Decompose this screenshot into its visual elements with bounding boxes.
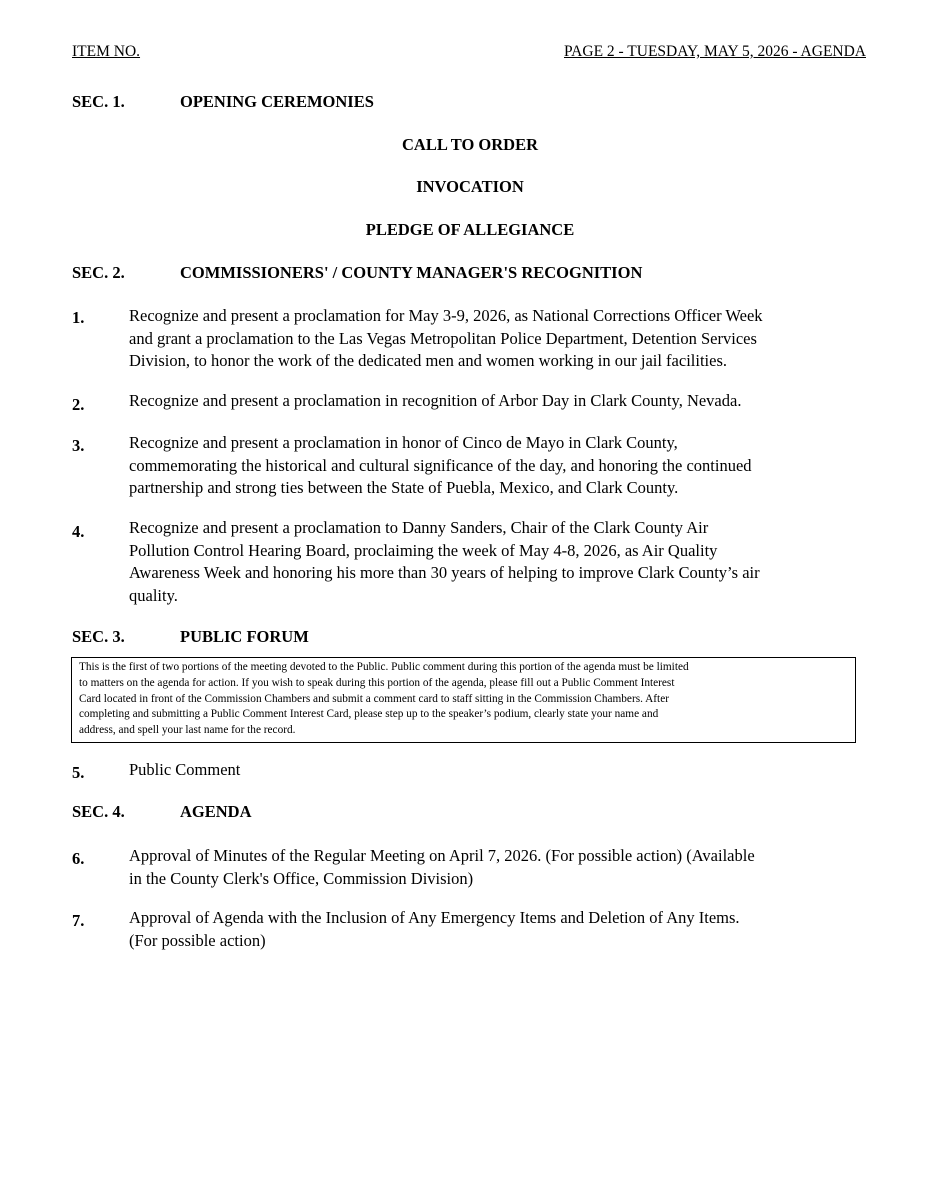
- item-6-text: [129, 845, 869, 890]
- section-title: PUBLIC FORUM: [180, 627, 309, 646]
- section-number: SEC. 4.: [72, 802, 125, 821]
- notice-line: to matters on the agenda for action. If you wish to speak during this portion of the agenda, please fill out a Public Comment Interest: [79, 676, 675, 689]
- item-line: (For possible action): [129, 930, 266, 950]
- call-to-order: CALL TO ORDER: [401, 135, 538, 154]
- item-2-text: [129, 390, 869, 413]
- section-title: AGENDA: [180, 802, 252, 821]
- item-line: Approval of Minutes of the Regular Meeting on April 7, 2026. (For possible action) (Available: [129, 846, 755, 865]
- item-4-text: [129, 517, 869, 607]
- item-7-text: [129, 907, 869, 952]
- item-number: 3.: [72, 436, 85, 455]
- section-number: SEC. 2.: [72, 263, 125, 282]
- item-number: 5.: [72, 763, 85, 782]
- notice-line: Card located in front of the Commission Chambers and submit a comment card to staff sitting in the Commission Chambers. After: [79, 692, 669, 705]
- public-forum-notice-box: [71, 657, 856, 743]
- item-line: Approval of Agenda with the Inclusion of Any Emergency Items and Deletion of Any Items.: [129, 908, 740, 927]
- item-line: commemorating the historical and cultural significance of the day, and honoring the continued: [129, 455, 752, 475]
- item-number: 7.: [72, 911, 85, 930]
- item-line: Recognize and present a proclamation for May 3-9, 2026, as National Corrections Officer Week: [129, 306, 763, 325]
- invocation: INVOCATION: [416, 177, 524, 196]
- item-line: Recognize and present a proclamation to Danny Sanders, Chair of the Clark County Air: [129, 518, 709, 537]
- header-item-no: ITEM NO.: [72, 43, 141, 60]
- item-line: in the County Clerk's Office, Commission Division): [129, 868, 474, 888]
- notice-line: This is the first of two portions of the meeting devoted to the Public. Public comment during this portion of the agenda must be limited: [79, 661, 689, 673]
- item-line: Public Comment: [129, 760, 241, 779]
- item-number: 2.: [72, 395, 85, 414]
- section-number: SEC. 1.: [72, 92, 125, 111]
- notice-line: address, and spell your last name for the record.: [79, 724, 296, 737]
- item-number: 4.: [72, 522, 85, 541]
- item-3-text: [129, 432, 869, 500]
- notice-line: completing and submitting a Public Comment Interest Card, please step up to the speaker’s podium, clearly state your name and: [79, 708, 659, 721]
- item-line: quality.: [129, 585, 178, 605]
- item-line: Recognize and present a proclamation in recognition of Arbor Day in Clark County, Nevada.: [129, 391, 742, 410]
- item-line: Recognize and present a proclamation in honor of Cinco de Mayo in Clark County,: [129, 433, 678, 452]
- item-line: Awareness Week and honoring his more than 30 years of helping to improve Clark County’s air: [129, 563, 760, 582]
- section-number: SEC. 3.: [72, 627, 125, 646]
- section-1-heading: [72, 92, 374, 112]
- item-line: and grant a proclamation to the Las Vegas Metropolitan Police Department, Detention Services: [129, 328, 757, 348]
- item-line: Pollution Control Hearing Board, proclaiming the week of May 4-8, 2026, as Air Quality: [129, 540, 718, 560]
- section-title: OPENING CEREMONIES: [180, 92, 374, 111]
- item-5-text: [129, 759, 869, 782]
- item-line: Division, to honor the work of the dedicated men and women working in our jail facilities.: [129, 351, 727, 370]
- pledge-of-allegiance: PLEDGE OF ALLEGIANCE: [365, 220, 575, 239]
- header-page-info: PAGE 2 - TUESDAY, MAY 5, 2026 - AGENDA: [563, 43, 866, 60]
- item-line: partnership and strong ties between the State of Puebla, Mexico, and Clark County.: [129, 478, 679, 497]
- item-number: 6.: [72, 849, 85, 868]
- section-4-heading: [72, 802, 252, 822]
- section-3-heading: [72, 627, 309, 647]
- section-title: COMMISSIONERS' / COUNTY MANAGER'S RECOGNITION: [180, 263, 643, 282]
- item-number: 1.: [72, 308, 85, 327]
- section-2-heading: [72, 263, 642, 283]
- item-1-text: [129, 305, 869, 373]
